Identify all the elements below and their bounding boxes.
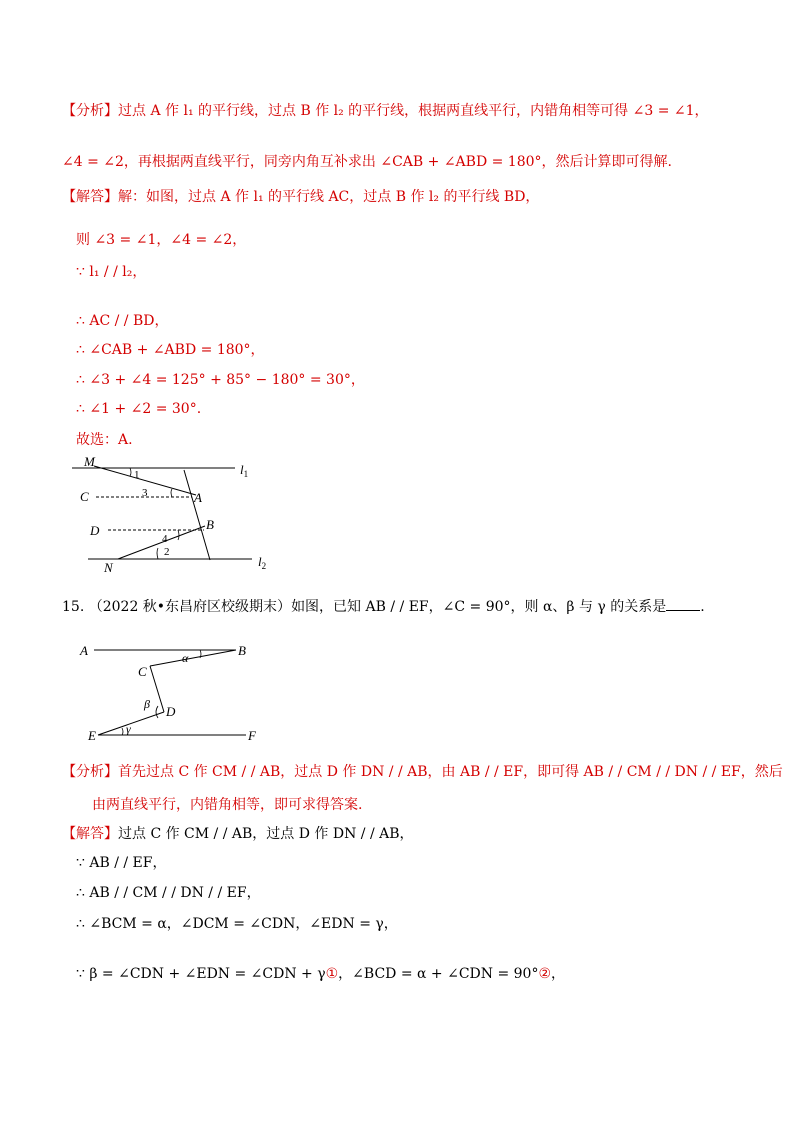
problem-number: 15. — [62, 599, 85, 615]
angle-mark-4 — [178, 530, 179, 540]
angle-mark-3 — [171, 489, 172, 497]
angle-mark-2 — [157, 548, 158, 559]
solution2-line-1 — [62, 824, 414, 844]
solution-line-1 — [62, 187, 539, 207]
analysis-text: 过点 A 作 l₁ 的平行线，过点 B 作 l₂ 的平行线，根据两直线平行，内错角相等可得 ∠3 = ∠1， — [118, 103, 709, 119]
segment-BC — [150, 650, 236, 666]
figure-problem-15 — [76, 640, 276, 750]
solution-step-5: ∴ ∠3 + ∠4 = 125° + 85° − 180° = 30°， — [76, 372, 365, 388]
analysis-line-2: ∠4 = ∠2，再根据两直线平行，同旁内角互补求出 ∠CAB + ∠ABD = 180°，然后计算即可得解. — [62, 154, 672, 170]
label-l1: $l_1$ — [240, 462, 249, 479]
analysis2-tag: 【分析】 — [62, 764, 118, 780]
solution2-end: ， — [551, 966, 566, 982]
label-B: B — [206, 517, 214, 532]
segment-DE — [98, 712, 164, 735]
segment-CD — [150, 666, 164, 712]
problem-15-stem — [62, 597, 705, 617]
solution2-step-1: ∵ AB / / EF， — [76, 855, 167, 871]
solution2-last-line — [76, 964, 565, 984]
solution2-eq-1: ∵ β = ∠CDN + ∠EDN = ∠CDN + γ — [76, 966, 326, 982]
problem-source: （2022 秋•东昌府区校级期末） — [88, 599, 292, 615]
label-alpha: α — [182, 651, 189, 665]
solution2-step-2: ∴ AB / / CM / / DN / / EF， — [76, 885, 261, 901]
label-C2: C — [138, 664, 147, 679]
solution-step-4: ∴ ∠CAB + ∠ABD = 180°， — [76, 342, 265, 358]
label-beta: β — [144, 697, 150, 711]
label-D2: D — [166, 704, 176, 719]
label-l2: $l_2$ — [258, 554, 267, 571]
label-F2: F — [248, 728, 256, 743]
answer-blank — [666, 598, 700, 611]
label-B2: B — [238, 643, 246, 658]
label-N: N — [104, 560, 113, 575]
angle-mark-1 — [130, 468, 131, 476]
solution-text: 解：如图，过点 A 作 l₁ 的平行线 AC，过点 B 作 l₂ 的平行线 BD， — [118, 189, 540, 205]
problem-end: . — [700, 599, 705, 615]
label-A: A — [194, 490, 202, 505]
mark-circled-1: ① — [325, 966, 339, 982]
problem-text: 如图，已知 AB / / EF，∠C = 90°，则 α、β 与 γ 的关系是 — [291, 599, 667, 615]
solution-answer: 故选：A. — [76, 432, 133, 448]
label-C: C — [80, 489, 89, 504]
label-angle-4: 4 — [162, 533, 168, 545]
solution-step-6: ∴ ∠1 + ∠2 = 30°. — [76, 401, 202, 417]
label-A2: A — [80, 643, 88, 658]
solution-step-1: 则 ∠3 = ∠1，∠4 = ∠2， — [76, 232, 247, 248]
angle-mark-beta — [156, 706, 158, 718]
solution-step-2: ∵ l₁ / / l₂， — [76, 264, 147, 280]
analysis2-text: 首先过点 C 作 CM / / AB，过点 D 作 DN / / AB，由 AB / / EF，即可得 AB / / CM / / DN / / EF，然后 — [118, 764, 783, 780]
mark-circled-2: ② — [538, 966, 552, 982]
label-angle-2: 2 — [164, 546, 170, 558]
solution2-eq-2: ，∠BCD = α + ∠CDN = 90° — [338, 966, 539, 982]
label-gamma: γ — [126, 722, 131, 736]
segment-AB — [184, 470, 210, 560]
label-E2: E — [88, 728, 96, 743]
figure-parallel-lines-l1-l2 — [60, 448, 290, 578]
label-angle-3: 3 — [142, 487, 148, 499]
analysis2-line-1 — [62, 762, 783, 782]
analysis2-line-2: 由两直线平行，内错角相等，即可求得答案. — [92, 797, 363, 813]
solution-step-3: ∴ AC / / BD， — [76, 313, 169, 329]
angle-mark-gamma — [122, 728, 123, 735]
solution2-tag: 【解答】 — [62, 826, 118, 842]
solution-tag: 【解答】 — [62, 189, 118, 205]
solution2-step-3: ∴ ∠BCM = α，∠DCM = ∠CDN，∠EDN = γ， — [76, 916, 398, 932]
label-angle-1: 1 — [134, 469, 140, 481]
analysis-tag: 【分析】 — [62, 103, 118, 119]
angle-mark-alpha — [200, 650, 201, 658]
label-D: D — [90, 523, 100, 538]
solution2-text: 过点 C 作 CM / / AB，过点 D 作 DN / / AB， — [118, 826, 414, 842]
label-M: M — [84, 454, 95, 469]
analysis-line-1 — [62, 101, 709, 121]
